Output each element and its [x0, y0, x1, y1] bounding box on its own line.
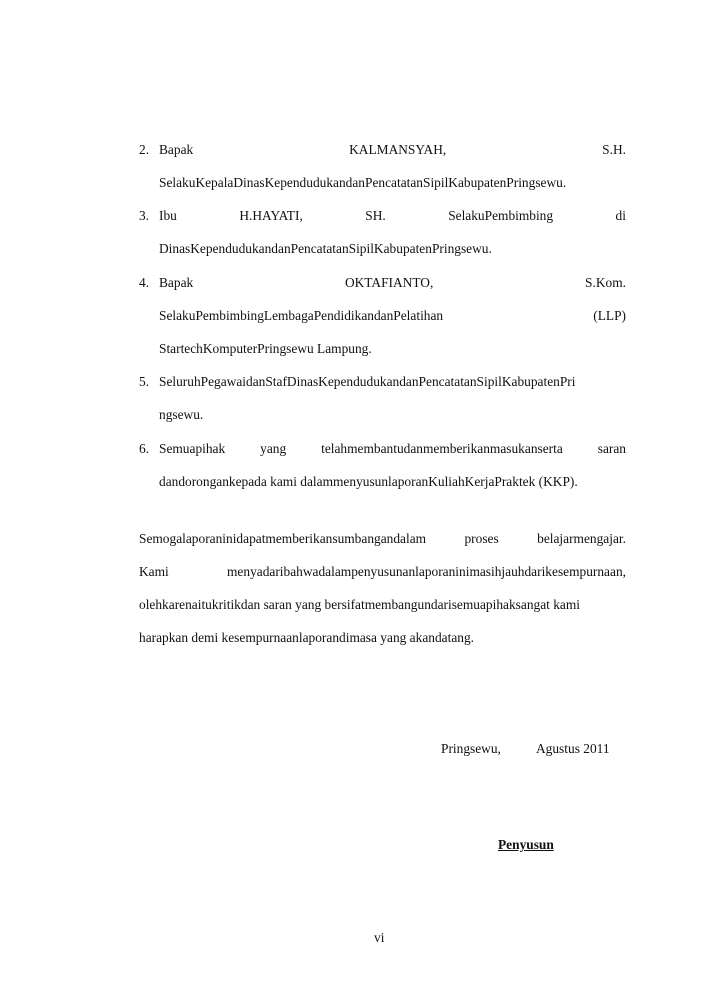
word: OKTAFIANTO,	[344, 275, 434, 290]
list-item-line	[159, 208, 626, 224]
word: Ibu	[159, 208, 177, 223]
word: telahmembantudanmemberikanmasukanserta	[321, 441, 563, 456]
word: proses	[464, 531, 499, 546]
list-item-line	[159, 308, 626, 324]
list-item-line	[159, 142, 626, 158]
word: SelakuPembimbingLembagaPendidikandanPelatihan	[159, 308, 444, 323]
word: Bapak	[159, 142, 194, 157]
word: menyadaribahwadalampenyusunanlaporaninimasihjauhdarikesempurnaan,	[227, 564, 626, 579]
signature-place: Pringsewu,	[441, 741, 501, 756]
list-item-line: DinasKependudukandanPencatatanSipilKabupatenPringsewu.	[159, 241, 492, 256]
signature-date: Agustus 2011	[536, 741, 610, 756]
word: saran	[597, 441, 626, 456]
word: SH.	[365, 208, 386, 223]
word: (LLP)	[593, 308, 626, 323]
word: KALMANSYAH,	[349, 142, 447, 157]
word: Semuapihak	[159, 441, 226, 456]
word: di	[615, 208, 626, 223]
list-item-line: dandorongankepada kami dalammenyusunlaporanKuliahKerjaPraktek (KKP).	[159, 474, 578, 489]
word: H.HAYATI,	[239, 208, 303, 223]
word: Kami	[139, 564, 169, 579]
word: SelakuPembimbing	[448, 208, 554, 223]
list-item-line	[159, 441, 626, 457]
list-item-line: StartechKomputerPringsewu Lampung.	[159, 341, 372, 356]
list-number: 4.	[139, 275, 150, 290]
word: yang	[260, 441, 287, 456]
list-number: 6.	[139, 441, 150, 456]
paragraph-line: harapkan demi kesempurnaanlaporandimasa yang akandatang.	[139, 630, 475, 645]
page-number: vi	[374, 930, 385, 945]
list-item-line: ngsewu.	[159, 407, 204, 422]
paragraph-line	[139, 531, 626, 547]
signature-author: Penyusun	[498, 837, 554, 852]
list-item-line: SelakuKepalaDinasKependudukandanPencatatanSipilKabupatenPringsewu.	[159, 175, 567, 190]
word: S.H.	[602, 142, 626, 157]
word: S.Kom.	[585, 275, 626, 290]
paragraph-line	[139, 564, 626, 580]
word: Bapak	[159, 275, 194, 290]
paragraph-line: olehkarenaitukritikdan saran yang bersifatmembangundarisemuapihaksangat kami	[139, 597, 580, 612]
list-number: 3.	[139, 208, 150, 223]
list-number: 5.	[139, 374, 150, 389]
list-item-line	[159, 275, 626, 291]
word: belajarmengajar.	[537, 531, 626, 546]
word: Semogalaporaninidapatmemberikansumbangandalam	[139, 531, 427, 546]
list-number: 2.	[139, 142, 150, 157]
list-item-line: SeluruhPegawaidanStafDinasKependudukandanPencatatanSipilKabupatenPri	[159, 374, 576, 389]
